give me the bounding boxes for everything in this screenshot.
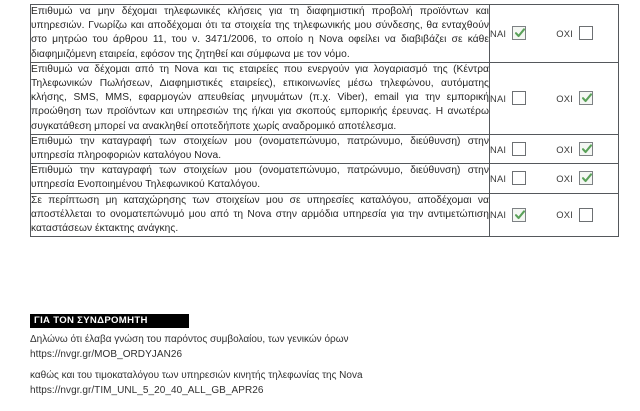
checkbox-yes[interactable] bbox=[512, 208, 526, 222]
checkbox-no[interactable] bbox=[579, 208, 593, 222]
declaration-spacer bbox=[30, 362, 590, 369]
choice-yes[interactable] bbox=[490, 91, 526, 105]
table-row bbox=[31, 193, 619, 237]
choice-yes-label: ΝΑΙ bbox=[490, 92, 507, 104]
declaration-url-2[interactable]: https://nvgr.gr/TIM_UNL_5_20_40_ALL_GB_APR26 bbox=[30, 384, 264, 396]
consent-choice-cell bbox=[490, 164, 619, 193]
table-row bbox=[31, 5, 619, 63]
choice-yes[interactable] bbox=[490, 26, 526, 40]
declaration-url-1[interactable]: https://nvgr.gr/MOB_ORDYJAN26 bbox=[30, 348, 183, 360]
checkbox-yes[interactable] bbox=[512, 142, 526, 156]
check-icon bbox=[581, 143, 593, 155]
choice-group bbox=[490, 171, 618, 185]
consent-text-cell: Επιθυμώ να δέχομαι από τη Nova και τις εταιρείες που ενεργούν για λογαριασμό της (Κέντρα Τηλεφωνικών Πωλήσεων, Διαφημιστικές εταιρείες), επικοινωνίες μέσω τηλεφώνου, αυτόματης κλήσης, SMS, MMS, εφαρμογών απευθείας μηνυμάτων (π.χ. Viber), email για την εμπορική προώθηση των προϊόντων και υπηρεσιών της ή/και για σκοπούς εμπορικής έρευνας. Η ανωτέρω συγκατάθεση μπορεί να ανακληθεί οποτεδήποτε χωρίς αναδρομικό αποτέλεσμα. bbox=[31, 62, 490, 134]
choice-yes-label: ΝΑΙ bbox=[490, 27, 507, 39]
choice-group bbox=[490, 91, 618, 105]
consent-choice-cell bbox=[490, 193, 619, 237]
consent-choice-cell bbox=[490, 134, 619, 163]
choice-group bbox=[490, 26, 618, 40]
checkbox-no[interactable] bbox=[579, 91, 593, 105]
declaration-block bbox=[30, 333, 590, 398]
table-row bbox=[31, 164, 619, 193]
check-icon bbox=[581, 92, 593, 104]
checkbox-no[interactable] bbox=[579, 142, 593, 156]
consent-text-cell: Επιθυμώ την καταγραφή των στοιχείων μου (ονοματεπώνυμο, πατρώνυμο, διεύθυνση) στην υπηρεσία πληροφοριών καταλόγου Nova. bbox=[31, 134, 490, 163]
choice-no[interactable] bbox=[556, 208, 593, 222]
choice-no-label: ΟΧΙ bbox=[556, 92, 573, 104]
choice-yes-label: ΝΑΙ bbox=[490, 209, 507, 221]
choice-no-label: ΟΧΙ bbox=[556, 27, 573, 39]
choice-no[interactable] bbox=[556, 171, 593, 185]
choice-yes[interactable] bbox=[490, 208, 526, 222]
consent-text-cell: Σε περίπτωση μη καταχώρησης των στοιχείων μου σε υπηρεσίες καταλόγου, αποδέχομαι να αποστέλλεται το ονοματεπώνυμό μου από τη Nova στην αρμόδια υπηρεσία για την αντιμετώπιση καταστάσεων έκτακτης ανάγκης. bbox=[31, 193, 490, 237]
choice-group bbox=[490, 142, 618, 156]
consent-choice-cell bbox=[490, 62, 619, 134]
subscriber-section-header: ΓΙΑ ΤΟΝ ΣΥΝΔΡΟΜΗΤΗ bbox=[30, 314, 189, 328]
choice-no-label: ΟΧΙ bbox=[556, 172, 573, 184]
checkbox-yes[interactable] bbox=[512, 26, 526, 40]
choice-no[interactable] bbox=[556, 91, 593, 105]
consent-options-table bbox=[30, 4, 619, 237]
checkbox-yes[interactable] bbox=[512, 91, 526, 105]
check-icon bbox=[514, 209, 526, 221]
table-row bbox=[31, 134, 619, 163]
check-icon bbox=[514, 27, 526, 39]
check-icon bbox=[581, 172, 593, 184]
choice-no[interactable] bbox=[556, 142, 593, 156]
choice-yes-label: ΝΑΙ bbox=[490, 172, 507, 184]
choice-yes-label: ΝΑΙ bbox=[490, 143, 507, 155]
consent-text-cell: Επιθυμώ να μην δέχομαι τηλεφωνικές κλήσεις για τη διαφημιστική προβολή προϊόντων και υπηρεσιών. Γνωρίζω και αποδέχομαι ότι τα στοιχεία της τηλεφωνικής μου σύνδεσης, θα ενταχθούν στο μητρώο του άρθρου 11, του ν. 3471/2006, το οποίο η Nova οφείλει να διαβιβάζει σε κάθε διαφημιζόμενη εταιρεία, εφόσον της ζητηθεί και σύμφωνα με τον νόμο. bbox=[31, 5, 490, 63]
choice-no-label: ΟΧΙ bbox=[556, 209, 573, 221]
checkbox-no[interactable] bbox=[579, 171, 593, 185]
declaration-line-1: Δηλώνω ότι έλαβα γνώση του παρόντος συμβολαίου, των γενικών όρων bbox=[30, 334, 349, 345]
declaration-line-2: καθώς και του τιμοκαταλόγου των υπηρεσιών κινητής τηλεφωνίας της Nova bbox=[30, 370, 363, 381]
consent-choice-cell bbox=[490, 5, 619, 63]
choice-yes[interactable] bbox=[490, 171, 526, 185]
consent-table-body bbox=[31, 5, 619, 237]
choice-no[interactable] bbox=[556, 26, 593, 40]
choice-no-label: ΟΧΙ bbox=[556, 143, 573, 155]
choice-yes[interactable] bbox=[490, 142, 526, 156]
checkbox-yes[interactable] bbox=[512, 171, 526, 185]
choice-group bbox=[490, 208, 618, 222]
table-row bbox=[31, 62, 619, 134]
checkbox-no[interactable] bbox=[579, 26, 593, 40]
consent-text-cell: Επιθυμώ την καταγραφή των στοιχείων μου (ονοματεπώνυμο, πατρώνυμο, διεύθυνση) στην υπηρεσία Ενοποιημένου Τηλεφωνικού Καταλόγου. bbox=[31, 164, 490, 193]
